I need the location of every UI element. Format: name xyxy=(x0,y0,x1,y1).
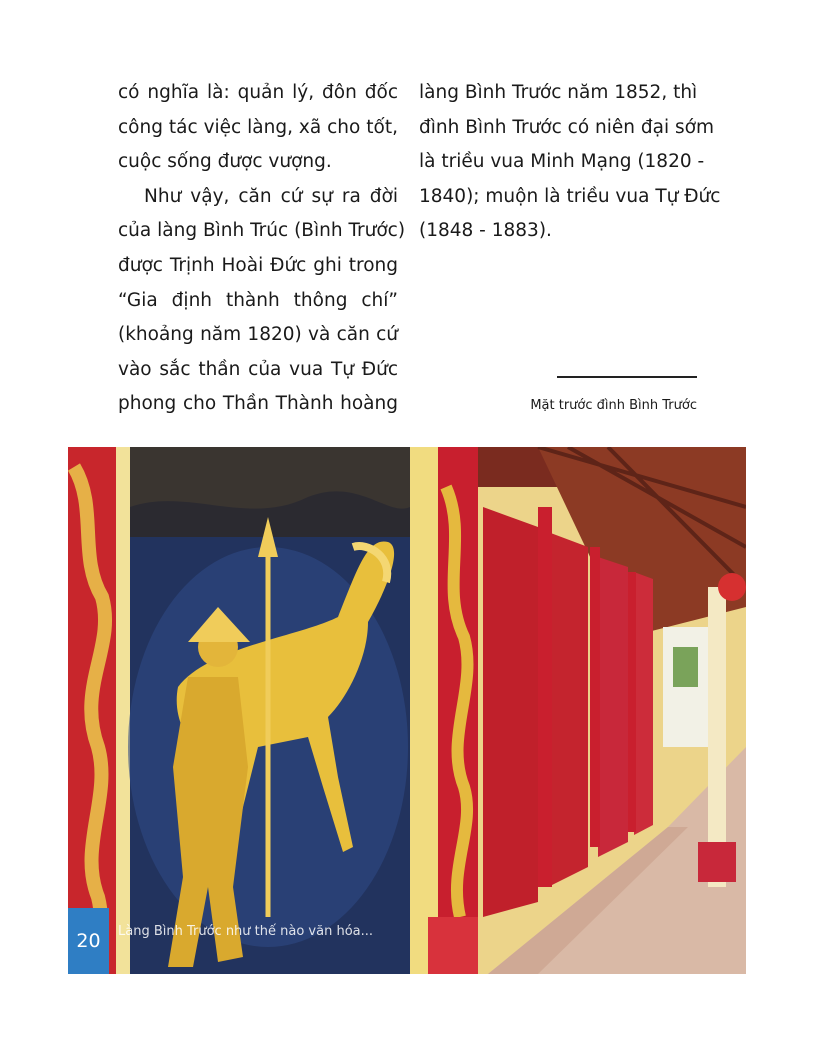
page-number: 20 xyxy=(68,908,109,974)
body-line: vào sắc thần của vua Tự Đức xyxy=(118,358,398,380)
body-line: là triều vua Minh Mạng (1820 - xyxy=(419,151,705,173)
caption-rule xyxy=(557,376,697,378)
body-line: phong cho Thần Thành hoàng xyxy=(118,393,398,415)
running-title: Làng Bình Trước như thế nào văn hóa... xyxy=(118,924,374,939)
body-line: có nghĩa là: quản lý, đôn đốc xyxy=(118,82,398,103)
body-line: đình Bình Trước có niên đại sớm xyxy=(419,116,714,138)
body-line: (1848 - 1883). xyxy=(419,220,552,242)
body-line: của làng Bình Trúc (Bình Trước) xyxy=(118,220,406,242)
body-line: “Gia định thành thông chí” xyxy=(118,289,398,311)
body-text-right-column xyxy=(419,76,721,249)
body-line: cuộc sống được vượng. xyxy=(118,151,332,173)
body-line: 1840); muộn là triều vua Tự Đức xyxy=(419,185,721,207)
body-line: làng Bình Trước năm 1852, thì xyxy=(419,82,698,103)
body-text-left-column xyxy=(118,76,406,422)
temple-photo xyxy=(68,447,746,974)
body-line: công tác việc làng, xã cho tốt, xyxy=(118,116,398,138)
body-line: được Trịnh Hoài Đức ghi trong xyxy=(118,254,398,276)
body-line: (khoảng năm 1820) và căn cứ xyxy=(118,324,398,346)
photo-caption: Mặt trước đình Bình Trước xyxy=(530,398,697,413)
body-line: Như vậy, căn cứ sự ra đời xyxy=(144,185,398,207)
